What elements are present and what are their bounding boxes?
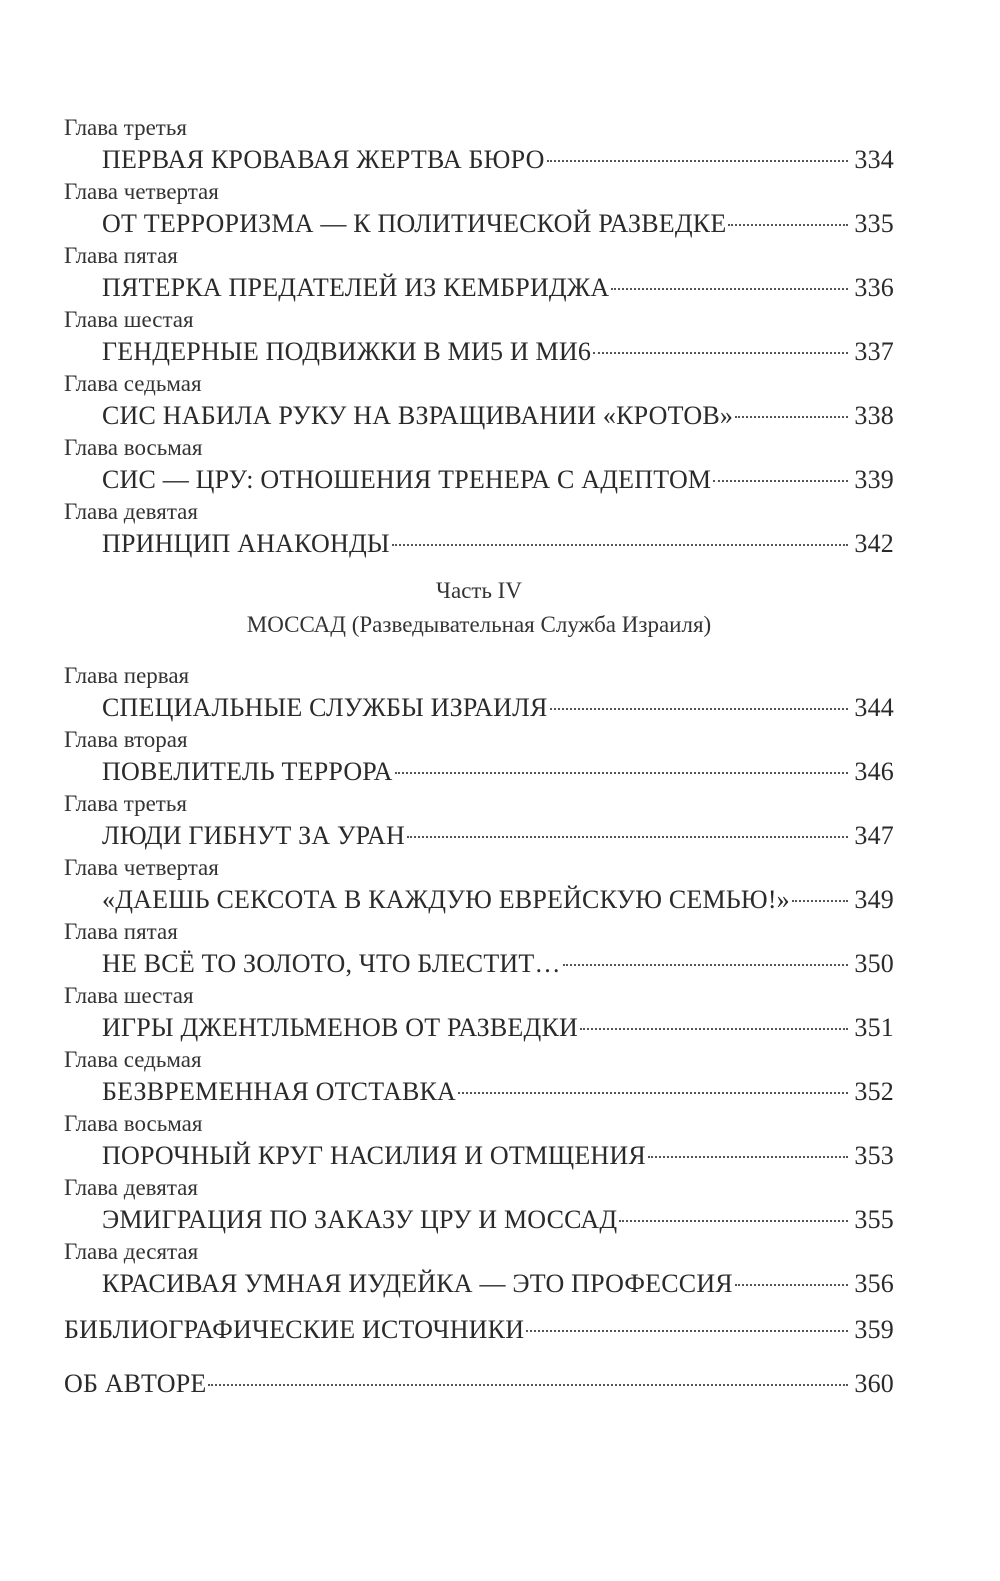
toc-entry-about-author[interactable] (64, 1368, 894, 1400)
toc-entry[interactable] (102, 820, 894, 852)
chapter-item (64, 240, 894, 304)
dot-leader (648, 1156, 848, 1158)
toc-entry[interactable] (102, 1076, 894, 1108)
chapter-label: Глава девятая (64, 499, 198, 524)
chapter-item (64, 916, 894, 980)
chapter-title: НЕ ВСЁ ТО ЗОЛОТО, ЧТО БЛЕСТИТ… (102, 949, 561, 978)
chapter-title: СИС НАБИЛА РУКУ НА ВЗРАЩИВАНИИ «КРОТОВ» (102, 401, 734, 430)
chapter-item (64, 1044, 894, 1108)
toc-entry[interactable] (102, 336, 894, 368)
chapter-title: ОТ ТЕРРОРИЗМА — К ПОЛИТИЧЕСКОЙ РАЗВЕДКЕ (102, 209, 727, 238)
part-four-chapter-list (64, 660, 894, 1300)
chapter-item (64, 980, 894, 1044)
part-three-chapter-list (64, 112, 894, 560)
chapter-item (64, 1172, 894, 1236)
chapter-title: ПОВЕЛИТЕЛЬ ТЕРРОРА (102, 757, 393, 786)
table-of-contents (64, 112, 894, 1400)
page-number: 347 (854, 821, 894, 850)
dot-leader (407, 836, 848, 838)
toc-entry[interactable] (102, 1204, 894, 1236)
dot-leader (728, 224, 848, 226)
chapter-item (64, 368, 894, 432)
page-number: 339 (854, 465, 894, 494)
page-number: 342 (854, 529, 894, 558)
toc-entry[interactable] (102, 884, 894, 916)
chapter-label: Глава шестая (64, 307, 194, 332)
page-number: 349 (854, 885, 894, 914)
toc-entry[interactable] (102, 272, 894, 304)
dot-leader (563, 964, 849, 966)
chapter-label: Глава четвертая (64, 855, 219, 880)
chapter-label: Глава восьмая (64, 435, 203, 460)
toc-entry[interactable] (102, 1268, 894, 1300)
page-number: 350 (854, 949, 894, 978)
section-title: ОБ АВТОРЕ (64, 1369, 207, 1398)
toc-entry[interactable] (102, 692, 894, 724)
page-number: 351 (854, 1013, 894, 1042)
chapter-title: ПЯТЕРКА ПРЕДАТЕЛЕЙ ИЗ КЕМБРИДЖА (102, 273, 610, 302)
chapter-label: Глава вторая (64, 727, 188, 752)
toc-entry-bibliography[interactable] (64, 1314, 894, 1346)
section-title: БИБЛИОГРАФИЧЕСКИЕ ИСТОЧНИКИ (64, 1315, 525, 1344)
chapter-title: ЛЮДИ ГИБНУТ ЗА УРАН (102, 821, 405, 850)
chapter-label: Глава пятая (64, 919, 178, 944)
chapter-label: Глава третья (64, 791, 187, 816)
page-number: 359 (854, 1315, 894, 1344)
chapter-item (64, 1236, 894, 1300)
dot-leader (619, 1220, 848, 1222)
chapter-item (64, 724, 894, 788)
page-number: 356 (854, 1269, 894, 1298)
toc-entry[interactable] (102, 948, 894, 980)
chapter-item (64, 176, 894, 240)
chapter-title: ЭМИГРАЦИЯ ПО ЗАКАЗУ ЦРУ И МОССАД (102, 1205, 618, 1234)
toc-entry[interactable] (102, 1140, 894, 1172)
chapter-title: ГЕНДЕРНЫЕ ПОДВИЖКИ В МИ5 И МИ6 (102, 337, 592, 366)
chapter-label: Глава пятая (64, 243, 178, 268)
toc-entry[interactable] (102, 208, 894, 240)
chapter-item (64, 788, 894, 852)
toc-entry[interactable] (102, 400, 894, 432)
chapter-item (64, 660, 894, 724)
page-number: 334 (854, 145, 894, 174)
toc-entry[interactable] (102, 1012, 894, 1044)
chapter-label: Глава первая (64, 663, 190, 688)
dot-leader (395, 772, 849, 774)
chapter-title: БЕЗВРЕМЕННАЯ ОТСТАВКА (102, 1077, 457, 1106)
dot-leader (735, 416, 848, 418)
chapter-label: Глава третья (64, 115, 187, 140)
page-number: 337 (854, 337, 894, 366)
dot-leader (392, 544, 849, 546)
dot-leader (611, 288, 848, 290)
chapter-item (64, 1108, 894, 1172)
chapter-title: ПОРОЧНЫЙ КРУГ НАСИЛИЯ И ОТМЩЕНИЯ (102, 1141, 646, 1170)
chapter-label: Глава шестая (64, 983, 194, 1008)
toc-entry[interactable] (102, 528, 894, 560)
chapter-item (64, 432, 894, 496)
chapter-label: Глава восьмая (64, 1111, 203, 1136)
chapter-title: ПРИНЦИП АНАКОНДЫ (102, 529, 390, 558)
page-number: 353 (854, 1141, 894, 1170)
toc-entry[interactable] (102, 756, 894, 788)
dot-leader (593, 352, 848, 354)
chapter-title: СИС — ЦРУ: ОТНОШЕНИЯ ТРЕНЕРА С АДЕПТОМ (102, 465, 712, 494)
page-number: 346 (854, 757, 894, 786)
page-number: 352 (854, 1077, 894, 1106)
toc-entry[interactable] (102, 464, 894, 496)
page-number: 360 (854, 1369, 894, 1398)
chapter-item (64, 112, 894, 176)
dot-leader (713, 480, 848, 482)
chapter-item (64, 496, 894, 560)
dot-leader (526, 1330, 848, 1332)
chapter-title: ПЕРВАЯ КРОВАВАЯ ЖЕРТВА БЮРО (102, 145, 545, 174)
chapter-item (64, 852, 894, 916)
part-number: Часть IV (436, 578, 522, 603)
chapter-item (64, 304, 894, 368)
dot-leader (547, 160, 849, 162)
chapter-title: СПЕЦИАЛЬНЫЕ СЛУЖБЫ ИЗРАИЛЯ (102, 693, 548, 722)
dot-leader (550, 708, 849, 710)
chapter-title: КРАСИВАЯ УМНАЯ ИУДЕЙКА — ЭТО ПРОФЕССИЯ (102, 1269, 733, 1298)
dot-leader (735, 1284, 849, 1286)
dot-leader (792, 900, 849, 902)
chapter-title: «ДАЕШЬ СЕКСОТА В КАЖДУЮ ЕВРЕЙСКУЮ СЕМЬЮ!» (102, 885, 790, 914)
page-number: 335 (854, 209, 894, 238)
chapter-label: Глава десятая (64, 1239, 199, 1264)
dot-leader (458, 1092, 848, 1094)
chapter-label: Глава седьмая (64, 371, 202, 396)
dot-leader (208, 1384, 848, 1386)
page-number: 344 (854, 693, 894, 722)
chapter-label: Глава четвертая (64, 179, 219, 204)
chapter-label: Глава девятая (64, 1175, 198, 1200)
chapter-title: ИГРЫ ДЖЕНТЛЬМЕНОВ ОТ РАЗВЕДКИ (102, 1013, 578, 1042)
part-title: МОССАД (Разведывательная Служба Израиля) (246, 612, 712, 637)
page-number: 336 (854, 273, 894, 302)
chapter-label: Глава седьмая (64, 1047, 202, 1072)
dot-leader (580, 1028, 848, 1030)
page-number: 355 (854, 1205, 894, 1234)
toc-entry[interactable] (102, 144, 894, 176)
page-number: 338 (854, 401, 894, 430)
